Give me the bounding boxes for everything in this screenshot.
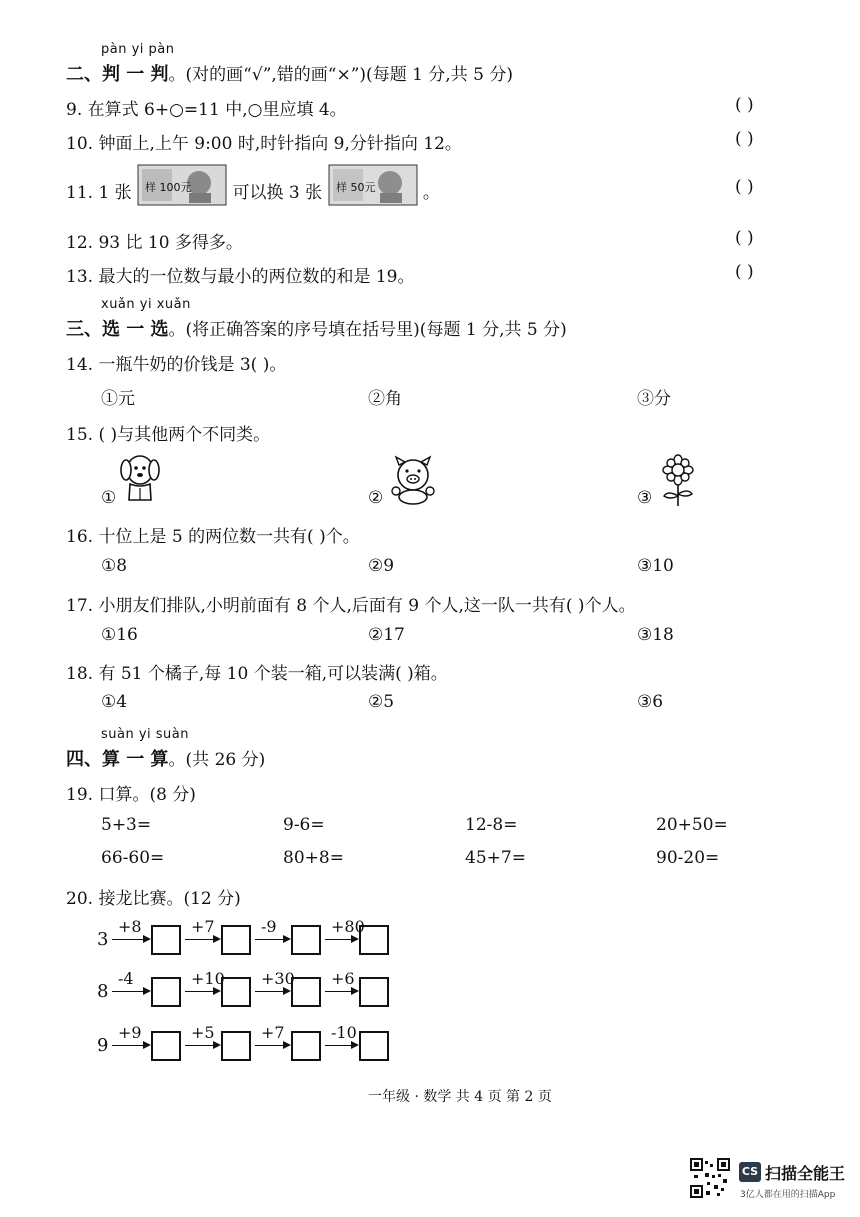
chain-start-number: 8 [97, 981, 109, 1002]
answer-box[interactable] [151, 925, 181, 955]
watermark-tagline: 3亿人都在用的扫描App [740, 1190, 836, 1200]
chain-arrow [325, 991, 357, 992]
q17-option-2: ②17 [368, 625, 405, 645]
question-9: 9. 在算式 6+○=11 中,○里应填 4。 [66, 100, 347, 120]
chain-arrow [112, 991, 149, 992]
q18-option-1: ①4 [101, 692, 128, 712]
calc-item: 66-60= [101, 848, 165, 868]
answer-box[interactable] [291, 925, 321, 955]
chain-operation-label: +7 [261, 1023, 285, 1042]
section4-title: 四、算 一 算 [66, 749, 169, 770]
answer-box[interactable] [359, 977, 389, 1007]
answer-box[interactable] [221, 977, 251, 1007]
answer-box[interactable] [359, 1031, 389, 1061]
calc-item: 20+50= [656, 815, 728, 835]
q14-option-2: ②角 [368, 389, 402, 409]
page-footer: 一年级 · 数学 共 4 页 第 2 页 [368, 1089, 552, 1105]
answer-paren-11[interactable]: ( ) [735, 177, 754, 197]
q18-option-3: ③6 [637, 692, 664, 712]
chain-operation-label: +9 [118, 1023, 142, 1042]
chain-start-number: 9 [97, 1035, 109, 1056]
chain-arrow [185, 991, 219, 992]
chain-operation-label: -4 [118, 969, 134, 988]
chain-arrow [325, 1045, 357, 1046]
section2-title: 二、判 一 判 [66, 64, 169, 85]
sunflower-icon [658, 454, 698, 510]
calc-item: 9-6= [283, 815, 325, 835]
camscanner-logo: CS [739, 1162, 761, 1182]
section3-note: 。(将正确答案的序号填在括号里)(每题 1 分,共 5 分) [168, 320, 567, 340]
chain-arrow [255, 991, 289, 992]
section4-note: 。(共 26 分) [168, 750, 266, 770]
section2-note: 。(对的画“√”,错的画“×”)(每题 1 分,共 5 分) [168, 65, 513, 85]
chain-operation-label: +7 [191, 917, 215, 936]
answer-box[interactable] [291, 1031, 321, 1061]
chain-arrow [255, 1045, 289, 1046]
note-a-label: 样 100元 [145, 181, 192, 194]
q17-option-1: ①16 [101, 625, 138, 645]
q18-option-2: ②5 [368, 692, 395, 712]
section2-heading [66, 60, 513, 86]
chain-operation-label: +8 [118, 917, 142, 936]
q15-option-1: ① [101, 488, 117, 508]
answer-paren-12[interactable]: ( ) [735, 228, 754, 248]
chain-arrow [325, 939, 357, 940]
q16-option-3: ③10 [637, 556, 674, 576]
chain-operation-label: +5 [191, 1023, 215, 1042]
section3-title: 三、选 一 选 [66, 319, 169, 340]
q14-option-1: ①元 [101, 389, 135, 409]
section2-pinyin: pàn yi pàn [101, 42, 175, 57]
banknote-100-icon [137, 163, 227, 224]
pig-icon [386, 455, 440, 509]
section4-pinyin: suàn yi suàn [101, 727, 190, 742]
q15-option-3: ③ [637, 488, 653, 508]
answer-paren-9[interactable]: ( ) [735, 95, 754, 115]
answer-box[interactable] [291, 977, 321, 1007]
answer-box[interactable] [221, 925, 251, 955]
question-18: 18. 有 51 个橘子,每 10 个装一箱,可以装满( )箱。 [66, 664, 448, 684]
chain-arrow [112, 939, 149, 940]
answer-box[interactable] [221, 1031, 251, 1061]
qr-code-icon [690, 1158, 730, 1202]
answer-box[interactable] [151, 1031, 181, 1061]
calc-item: 45+7= [465, 848, 526, 868]
question-12: 12. 93 比 10 多得多。 [66, 233, 243, 253]
calc-item: 5+3= [101, 815, 152, 835]
puppy-icon [118, 452, 162, 508]
q11-suffix: 。 [422, 183, 440, 203]
q11-prefix: 11. 1 张 [66, 183, 132, 203]
answer-box[interactable] [151, 977, 181, 1007]
question-16: 16. 十位上是 5 的两位数一共有( )个。 [66, 527, 360, 547]
calc-item: 12-8= [465, 815, 518, 835]
question-11 [66, 163, 440, 215]
chain-arrow [255, 939, 289, 940]
answer-paren-13[interactable]: ( ) [735, 262, 754, 282]
q17-option-3: ③18 [637, 625, 674, 645]
section4-heading [66, 745, 265, 771]
question-20-title: 20. 接龙比赛。(12 分) [66, 889, 241, 909]
calc-item: 90-20= [656, 848, 720, 868]
calc-item: 80+8= [283, 848, 344, 868]
question-10: 10. 钟面上,上午 9:00 时,时针指向 9,分针指向 12。 [66, 134, 462, 154]
chain-start-number: 3 [97, 929, 109, 950]
chain-arrow [112, 1045, 149, 1046]
q14-option-3: ③分 [637, 389, 671, 409]
section3-pinyin: xuǎn yi xuǎn [101, 297, 191, 312]
answer-paren-10[interactable]: ( ) [735, 129, 754, 149]
question-14: 14. 一瓶牛奶的价钱是 3( )。 [66, 355, 287, 375]
chain-operation-label: +10 [191, 969, 225, 988]
watermark-brand: 扫描全能王 [765, 1164, 846, 1183]
chain-operation-label: -10 [331, 1023, 357, 1042]
answer-box[interactable] [359, 925, 389, 955]
banknote-50-icon [328, 163, 418, 224]
chain-arrow [185, 939, 219, 940]
q11-mid: 可以换 3 张 [232, 183, 323, 203]
q16-option-1: ①8 [101, 556, 128, 576]
chain-operation-label: +80 [331, 917, 365, 936]
chain-operation-label: +30 [261, 969, 295, 988]
chain-operation-label: +6 [331, 969, 355, 988]
question-13: 13. 最大的一位数与最小的两位数的和是 19。 [66, 267, 415, 287]
section3-heading [66, 315, 567, 341]
question-19-title: 19. 口算。(8 分) [66, 785, 196, 805]
q15-option-2: ② [368, 488, 384, 508]
chain-arrow [185, 1045, 219, 1046]
question-17: 17. 小朋友们排队,小明前面有 8 个人,后面有 9 个人,这一队一共有( )个人。 [66, 596, 636, 616]
q16-option-2: ②9 [368, 556, 395, 576]
question-15: 15. ( )与其他两个不同类。 [66, 425, 271, 445]
chain-operation-label: -9 [261, 917, 277, 936]
note-b-label: 样 50元 [335, 181, 376, 194]
